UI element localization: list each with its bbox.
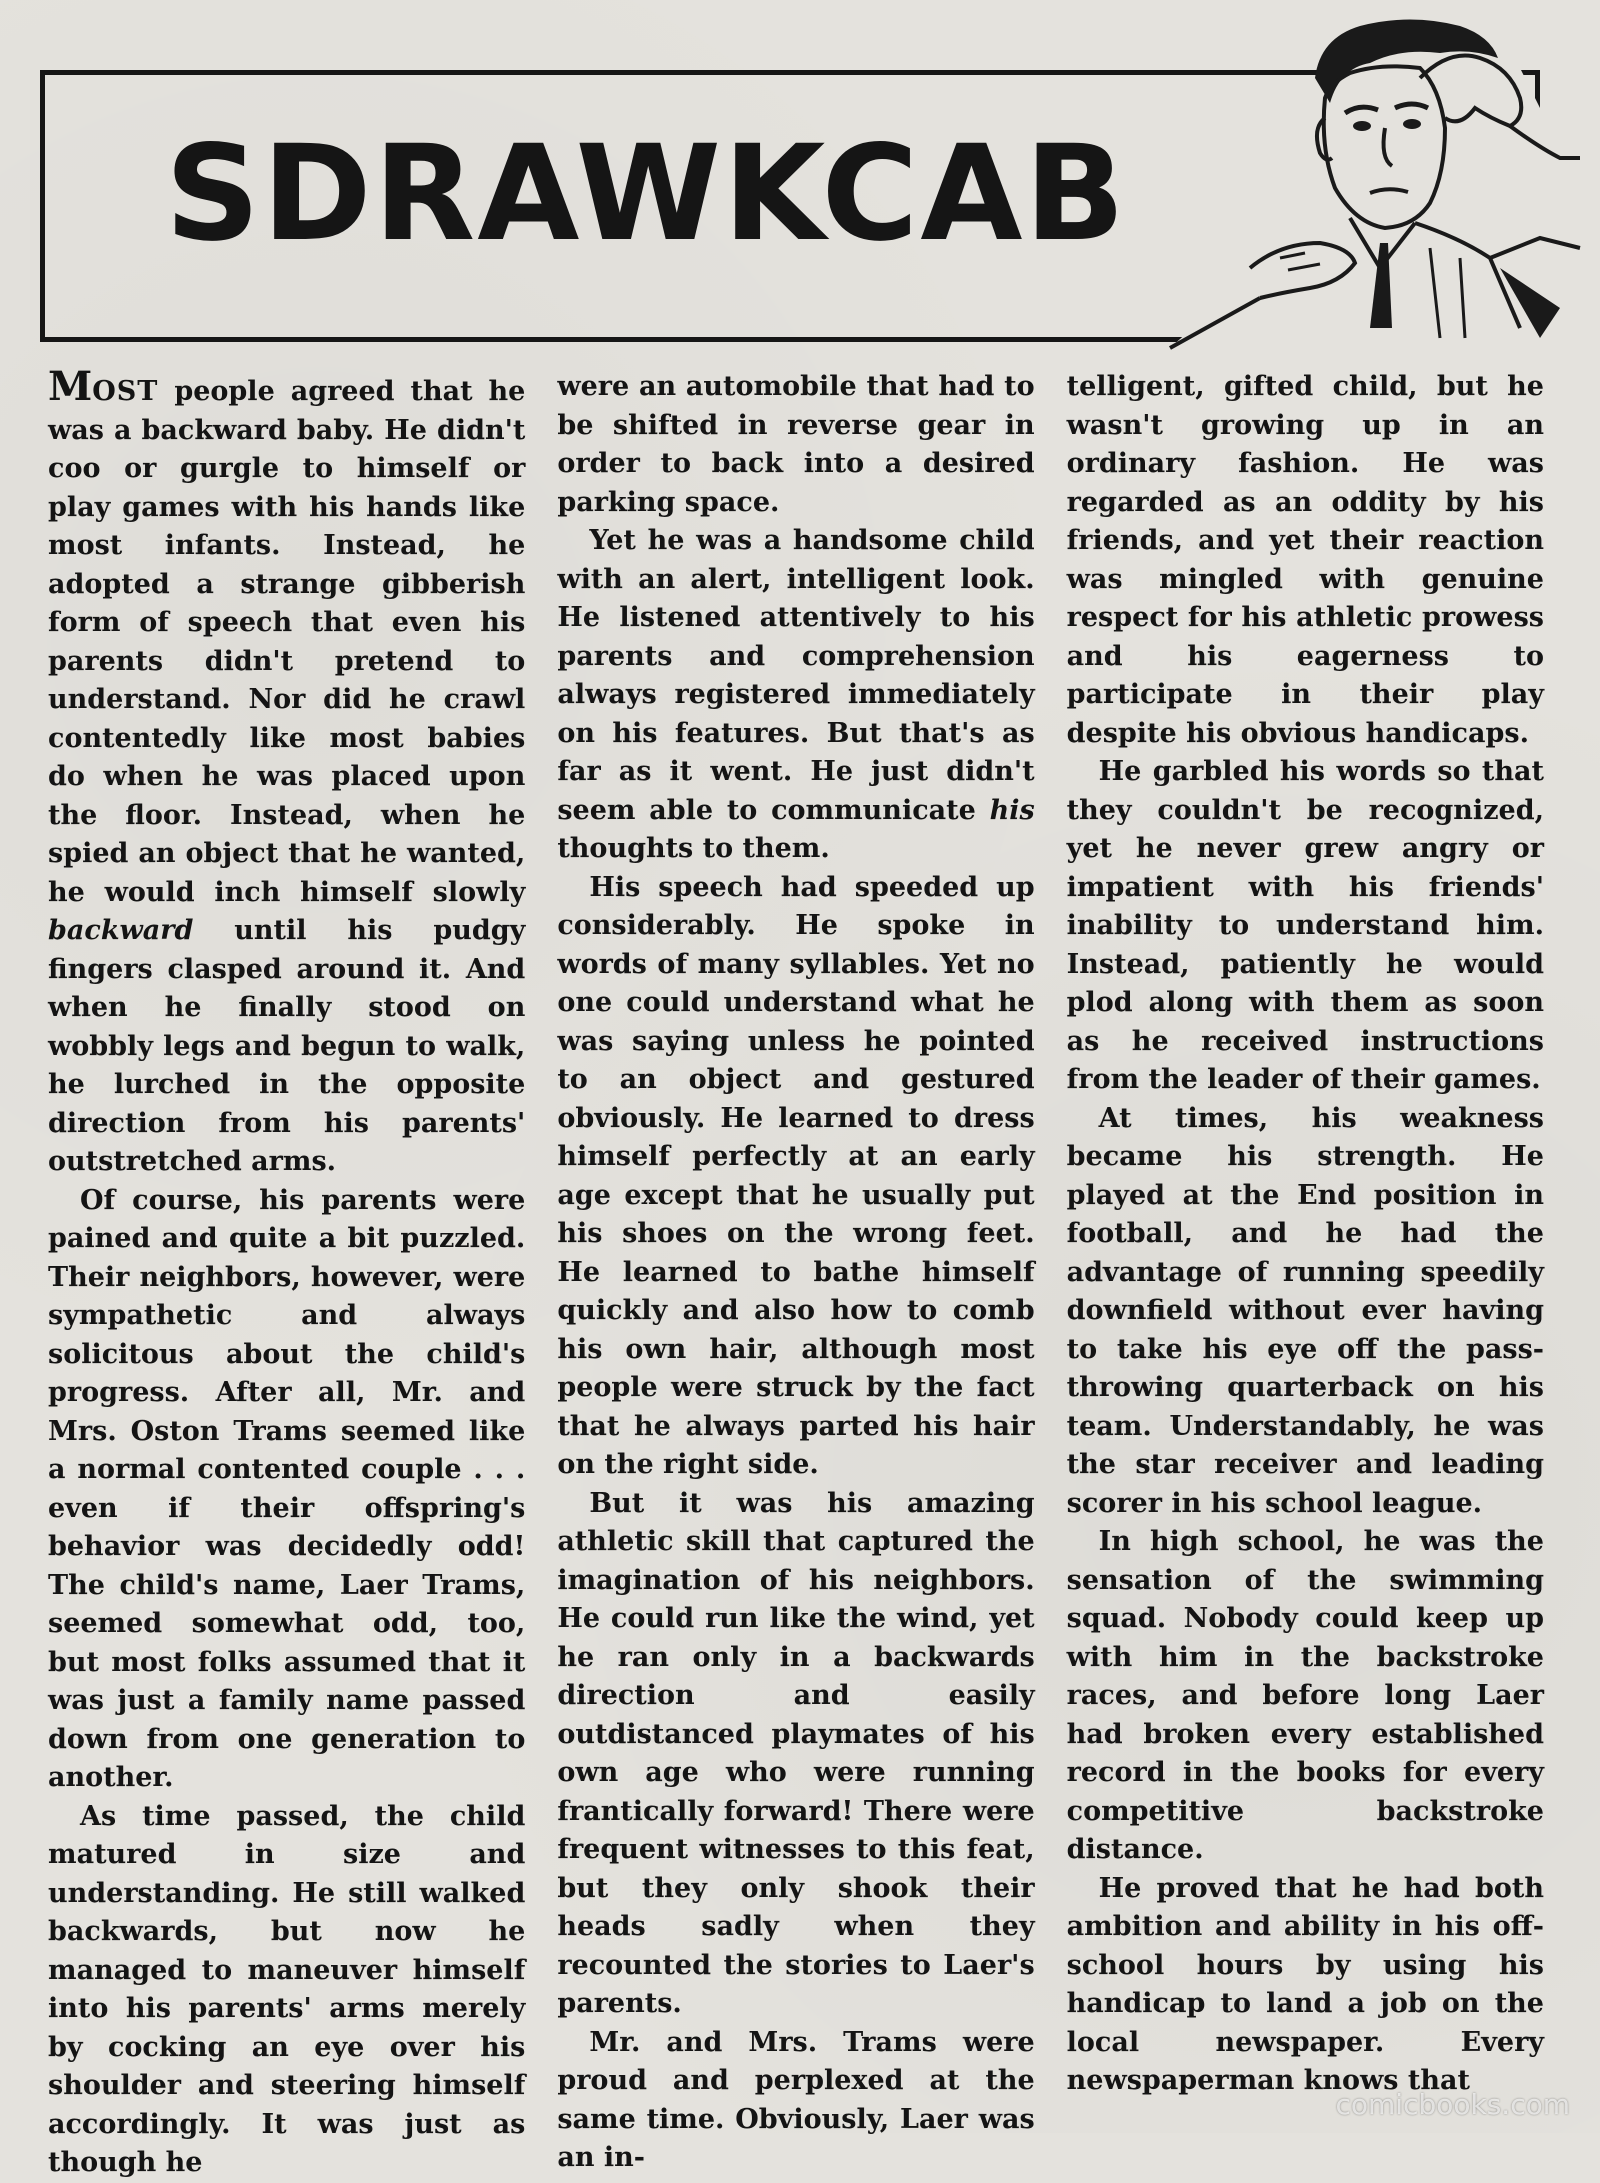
paragraph: But it was his amazing athletic skill that captured the imagination of his neighbors. He could run like the wind, yet he ran only in a backwards direction and easily outdistanced playmates of his own age who were running frantically forward! There were frequent witnesses to this feat, but they only shook their heads sadly when they recounted the stories to Laer's parents. bbox=[557, 1487, 1035, 2019]
drop-cap: M bbox=[48, 363, 93, 410]
paragraph: He proved that he had both ambition and ability in his off-school hours by using his handicap to land a job on the local newspaper. Every newspaperman knows that bbox=[1066, 1872, 1544, 2096]
paragraph: At times, his weakness became his strength. He played at the End position in football, and he had the advantage of running speedily downfield without ever having to take his eye off the pass-throwing quarterback on his team. Understandably, he was the star receiver and leading scorer in his school league. bbox=[1066, 1102, 1544, 1519]
paragraph: Mr. and Mrs. Trams were proud and perplexed at the same time. Obviously, Laer was an in- bbox=[557, 2026, 1035, 2173]
page-title: SDRAWKCAB bbox=[165, 117, 1128, 271]
watermark: comicbooks.com bbox=[1335, 2088, 1570, 2121]
article-column-2 bbox=[557, 368, 1035, 2173]
paragraph: Yet he was a handsome child with an alert, intelligent look. He listened attentively to his parents and comprehension always registered immediately on his features. But that's as far as it went. He just didn't seem able to communicate his thoughts to them. bbox=[557, 525, 1035, 864]
article-columns bbox=[48, 363, 1544, 2178]
paragraph: MOST people agreed that he was a backward baby. He didn't coo or gurgle to himself or play games with his hands like most infants. Instead, he adopted a strange gibberish form of speech that even his parents didn't pretend to understand. Nor did he crawl contentedly like most babies do when he was placed upon the floor. Instead, when he spied an object that he wanted, he would inch himself slowly backward until his pudgy fingers clasped around it. And when he finally stood on wobbly legs and begun to walk, he lurched in the opposite direction from his parents' outstretched arms. bbox=[48, 363, 526, 1177]
paragraph: In high school, he was the sensation of the swimming squad. Nobody could keep up with him in the backstroke races, and before long Laer had broken every established record in the books for every competitive backstroke distance. bbox=[1066, 1526, 1544, 1865]
article-column-1 bbox=[48, 363, 526, 2178]
paragraph: He garbled his words so that they couldn't be recognized, yet he never grew angry or impatient with his friends' inability to understand him. Instead, patiently he would plod along with them as soon as he received instructions from the leader of their games. bbox=[1066, 756, 1544, 1095]
worried-man-illustration bbox=[1020, 8, 1580, 348]
paragraph: Of course, his parents were pained and quite a bit puzzled. Their neighbors, however, were sympathetic and always solicitous about the child's progress. After all, Mr. and Mrs. Oston Trams seemed like a normal contented couple . . . even if their offspring's behavior was decidedly odd! The child's name, Laer Trams, seemed somewhat odd, too, but most folks assumed that it was just a family name passed down from one generation to another. bbox=[48, 1184, 526, 1793]
paragraph: His speech had speeded up considerably. He spoke in words of many syllables. Yet no one could understand what he was saying unless he pointed to an object and gestured obviously. He learned to dress himself perfectly at an early age except that he usually put his shoes on the wrong feet. He learned to bathe himself quickly and also how to comb his own hair, although most people were struck by the fact that he always parted his hair on the right side. bbox=[557, 871, 1035, 1480]
article-column-3 bbox=[1067, 368, 1544, 2113]
paragraph: As time passed, the child matured in size and understanding. He still walked backwards, but now he managed to maneuver himself into his parents' arms merely by cocking an eye over his shoulder and steering himself accordingly. It was just as though he bbox=[48, 1800, 526, 2178]
paragraph: were an automobile that had to be shifted in reverse gear in order to back into a desired parking space. bbox=[557, 371, 1035, 518]
paragraph: telligent, gifted child, but he wasn't growing up in an ordinary fashion. He was regarded as an oddity by his friends, and yet their reaction was mingled with genuine respect for his athletic prowess and his eagerness to participate in their play despite his obvious handicaps. bbox=[1066, 371, 1544, 749]
